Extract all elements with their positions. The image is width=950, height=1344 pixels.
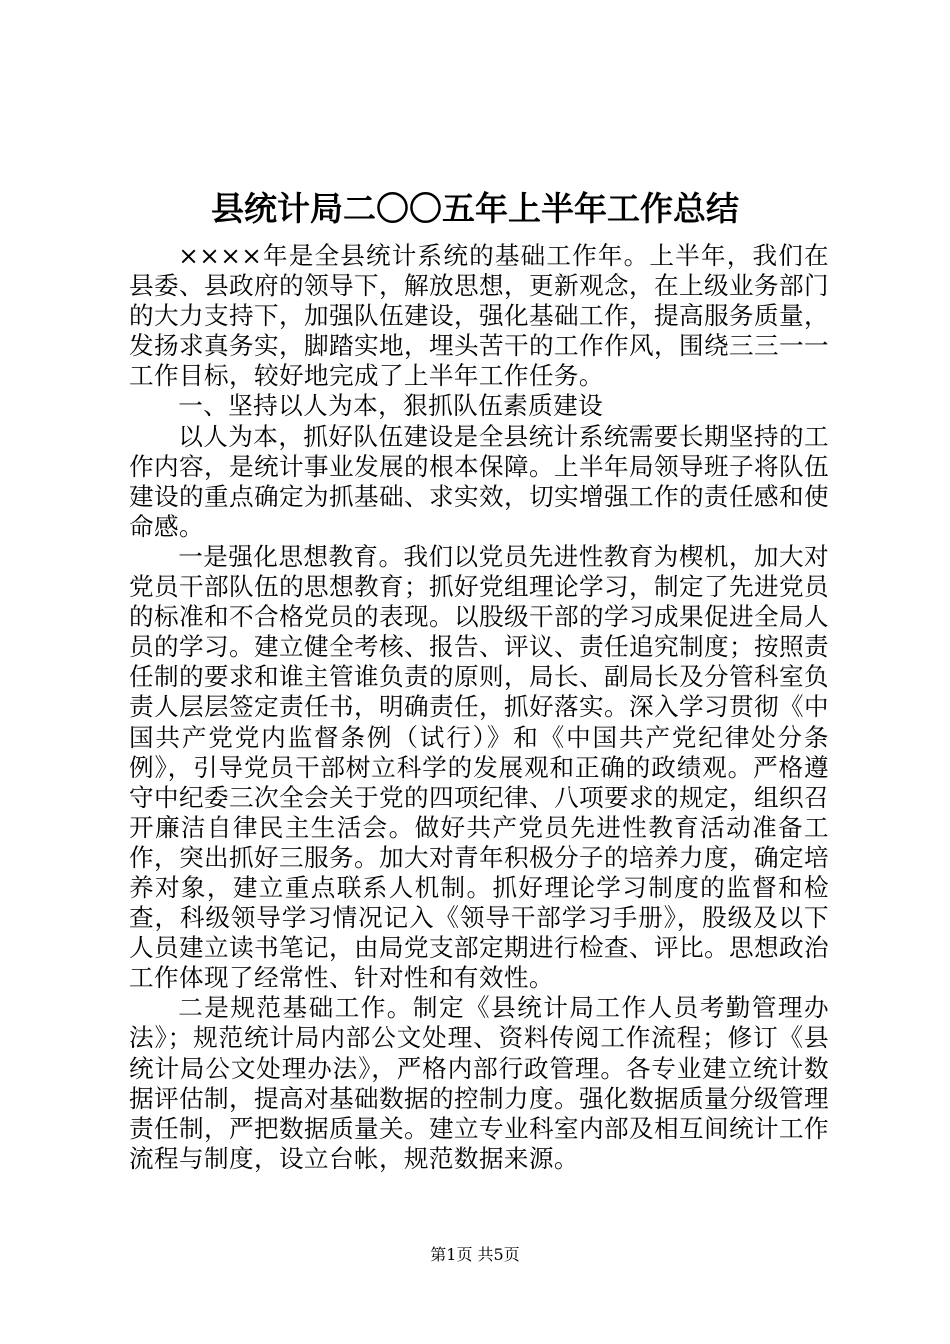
document-body xyxy=(129,241,829,1174)
paragraph-ideological-education: 一是强化思想教育。我们以党员先进性教育为楔机，加大对党员干部队伍的思想教育；抓好党组理论学习，制定了先进党员的标准和不合格党员的表现。以股级干部的学习成果促进全局人员的学习。建立健全考核、报告、评议、责任追究制度；按照责任制的要求和谁主管谁负责的原则，局长、副局长及分管科室负责人层层签定责任书，明确责任，抓好落实。深入学习贯彻《中国共产党党内监督条例（试行）》和《中国共产党纪律处分条例》，引导党员干部树立科学的发展观和正确的政绩观。严格遵守中纪委三次全会关于党的四项纪律、八项要求的规定，组织召开廉洁自律民主生活会。做好共产党员先进性教育活动准备工作，突出抓好三服务。加大对青年积极分子的培养力度，确定培养对象，建立重点联系人机制。抓好理论学习制度的监督和检查，科级领导学习情况记入《领导干部学习手册》，股级及以下人员建立读书笔记，由局党支部定期进行检查、评比。思想政治工作体现了经常性、针对性和有效性。 xyxy=(129,541,829,993)
paragraph-intro: ××××年是全县统计系统的基础工作年。上半年，我们在县委、县政府的领导下，解放思想，更新观念，在上级业务部门的大力支持下，加强队伍建设，强化基础工作，提高服务质量，发扬求真务实，脚踏实地，埋头苦干的工作作风，围绕三三一一工作目标，较好地完成了上半年工作任务。 xyxy=(129,241,829,391)
page-number: 第1页 共5页 xyxy=(430,1245,520,1264)
paragraph-team-building: 以人为本，抓好队伍建设是全县统计系统需要长期坚持的工作内容，是统计事业发展的根本保障。上半年局领导班子将队伍建设的重点确定为抓基础、求实效，切实增强工作的责任感和使命感。 xyxy=(129,421,829,541)
paragraph-basic-work: 二是规范基础工作。制定《县统计局工作人员考勤管理办法》；规范统计局内部公文处理、资料传阅工作流程；修订《县统计局公文处理办法》，严格内部行政管理。各专业建立统计数据评估制，提高对基础数据的控制力度。强化数据质量分级管理责任制，严把数据质量关。建立专业科室内部及相互间统计工作流程与制度，设立台帐，规范数据来源。 xyxy=(129,993,829,1173)
document-title: 县统计局二〇〇五年上半年工作总结 xyxy=(211,189,739,228)
section-heading: 一、坚持以人为本，狠抓队伍素质建设 xyxy=(178,391,604,421)
